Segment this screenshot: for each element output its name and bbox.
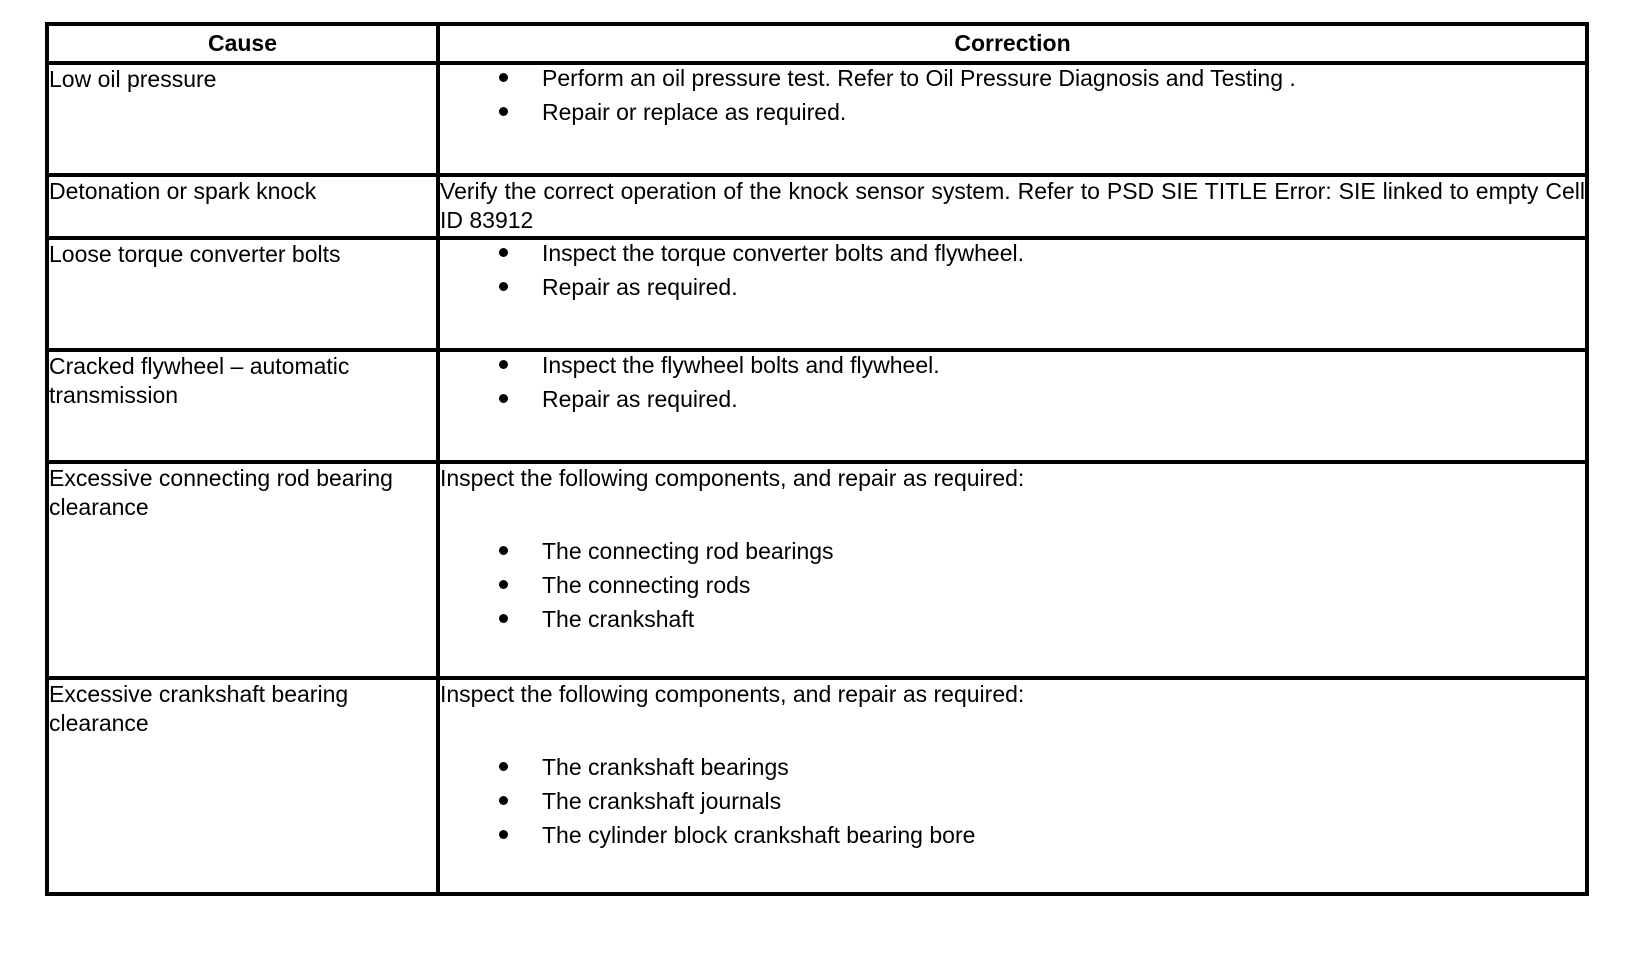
correction-cell bbox=[438, 175, 1587, 238]
list-item: Inspect the torque converter bolts and flywheel. bbox=[440, 236, 1585, 270]
cause-cell: Detonation or spark knock bbox=[47, 175, 438, 238]
header-correction: Correction bbox=[438, 24, 1587, 63]
bullet-list bbox=[440, 750, 1585, 852]
list-item: Perform an oil pressure test. Refer to Oil Pressure Diagnosis and Testing . bbox=[440, 61, 1585, 95]
bullet-list bbox=[440, 534, 1585, 636]
list-item: Repair as required. bbox=[440, 382, 1585, 416]
list-item: The crankshaft bearings bbox=[440, 750, 1585, 784]
bullet-list bbox=[440, 236, 1585, 304]
header-row bbox=[47, 24, 1587, 63]
list-item: Repair or replace as required. bbox=[440, 95, 1585, 129]
correction-cell bbox=[438, 63, 1587, 175]
list-item: Repair as required. bbox=[440, 270, 1585, 304]
list-item: The cylinder block crankshaft bearing bore bbox=[440, 818, 1585, 852]
correction-cell bbox=[438, 462, 1587, 678]
correction-cell bbox=[438, 350, 1587, 462]
bullet-list bbox=[440, 348, 1585, 416]
cause-cell: Excessive connecting rod bearing clearance bbox=[47, 462, 438, 678]
table-row bbox=[47, 678, 1587, 894]
correction-intro: Inspect the following components, and repair as required: bbox=[440, 681, 1025, 707]
correction-text: Verify the correct operation of the knock sensor system. Refer to PSD SIE TITLE Error: SIE linked to empty Cell ID 83912 bbox=[440, 178, 1585, 233]
table-row bbox=[47, 350, 1587, 462]
list-item: The crankshaft bbox=[440, 602, 1585, 636]
list-item: The crankshaft journals bbox=[440, 784, 1585, 818]
diagnostic-table bbox=[45, 22, 1589, 896]
table-row bbox=[47, 63, 1587, 175]
cause-cell: Cracked flywheel – automatic transmission bbox=[47, 350, 438, 462]
table-row bbox=[47, 238, 1587, 350]
header-cause: Cause bbox=[47, 24, 438, 63]
cause-cell: Loose torque converter bolts bbox=[47, 238, 438, 350]
correction-cell bbox=[438, 238, 1587, 350]
correction-intro: Inspect the following components, and repair as required: bbox=[440, 465, 1025, 491]
list-item: The connecting rod bearings bbox=[440, 534, 1585, 568]
cause-cell: Low oil pressure bbox=[47, 63, 438, 175]
table-row bbox=[47, 175, 1587, 238]
table-row bbox=[47, 462, 1587, 678]
cause-cell: Excessive crankshaft bearing clearance bbox=[47, 678, 438, 894]
list-item: The connecting rods bbox=[440, 568, 1585, 602]
list-item: Inspect the flywheel bolts and flywheel. bbox=[440, 348, 1585, 382]
correction-cell bbox=[438, 678, 1587, 894]
bullet-list bbox=[440, 61, 1585, 129]
